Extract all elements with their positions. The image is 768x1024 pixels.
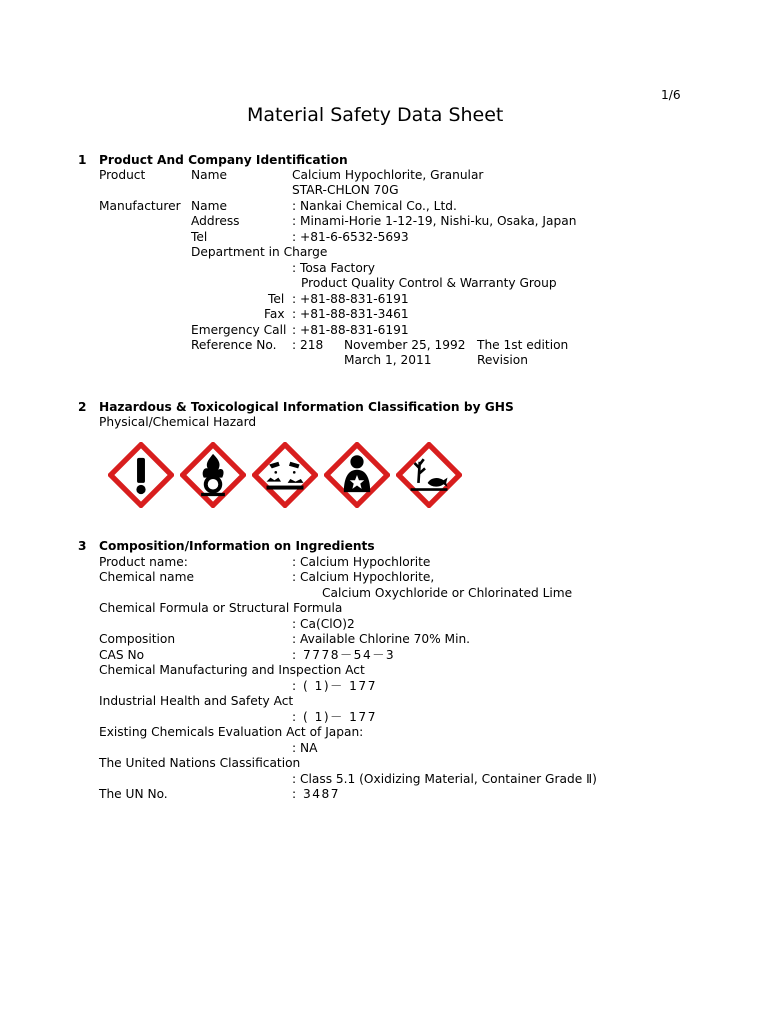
emergency-value: : +81-88-831-6191 — [292, 323, 409, 337]
formula-label: Chemical Formula or Structural Formula — [99, 601, 343, 615]
corrosion-icon — [252, 442, 318, 508]
exclamation-mark-icon — [108, 442, 174, 508]
ecea-label: Existing Chemicals Evaluation Act of Japan: — [99, 725, 364, 739]
address-label: Address — [191, 214, 240, 228]
ghs-pictograms — [108, 442, 478, 508]
ihsa-value: : ( 1)－ 177 — [292, 710, 377, 724]
edition-date-1: November 25, 1992 — [344, 338, 466, 352]
product-label: Product — [99, 168, 146, 182]
reference-label: Reference No. — [191, 338, 277, 352]
tel-label: Tel — [191, 230, 208, 244]
section-2-heading: Hazardous & Toxicological Information Classification by GHS — [99, 400, 514, 414]
section-3-number: 3 — [78, 539, 87, 553]
reference-value: : 218 — [292, 338, 324, 352]
health-hazard-icon — [324, 442, 390, 508]
section-1-number: 1 — [78, 153, 87, 167]
edition-label-1: The 1st edition — [477, 338, 569, 352]
page-number: 1/6 — [661, 88, 681, 102]
cmia-value: : ( 1)－ 177 — [292, 679, 377, 693]
un-classification-value: : Class 5.1 (Oxidizing Material, Container Grade Ⅱ) — [292, 772, 597, 786]
address-value: : Minami-Horie 1-12-19, Nishi-ku, Osaka, Japan — [292, 214, 577, 228]
manufacturer-label: Manufacturer — [99, 199, 181, 213]
department-tel-value: : +81-88-831-6191 — [292, 292, 409, 306]
department-group: Product Quality Control & Warranty Group — [301, 276, 557, 290]
department-factory: : Tosa Factory — [292, 261, 376, 275]
document-title: Material Safety Data Sheet — [247, 104, 504, 126]
cmia-label: Chemical Manufacturing and Inspection Act — [99, 663, 365, 677]
un-classification-label: The United Nations Classification — [99, 756, 301, 770]
section-3-heading: Composition/Information on Ingredients — [99, 539, 375, 553]
edition-date-2: March 1, 2011 — [344, 353, 432, 367]
section-2-number: 2 — [78, 400, 87, 414]
section-1-heading: Product And Company Identification — [99, 153, 348, 167]
product-name-label-s3: Product name: — [99, 555, 188, 569]
chemical-name-value-2: Calcium Oxychloride or Chlorinated Lime — [322, 586, 573, 600]
department-fax-value: : +81-88-831-3461 — [292, 307, 409, 321]
un-number-label: The UN No. — [99, 787, 168, 801]
product-brand-value: STAR-CHLON 70G — [292, 183, 399, 197]
cas-value: : 7778－54－3 — [292, 648, 396, 662]
un-number-value: : 3487 — [292, 787, 340, 801]
environment-icon — [396, 442, 462, 508]
physical-hazard-label: Physical/Chemical Hazard — [99, 415, 257, 429]
chemical-name-label: Chemical name — [99, 570, 194, 584]
manufacturer-name-label: Name — [191, 199, 227, 213]
edition-label-2: Revision — [477, 353, 528, 367]
formula-value: : Ca(ClO)2 — [292, 617, 355, 631]
composition-label: Composition — [99, 632, 176, 646]
flame-over-circle-icon — [180, 442, 246, 508]
chemical-name-value: : Calcium Hypochlorite, — [292, 570, 435, 584]
cas-label: CAS No — [99, 648, 145, 662]
ihsa-label: Industrial Health and Safety Act — [99, 694, 294, 708]
ecea-value: : NA — [292, 741, 318, 755]
product-name-label: Name — [191, 168, 227, 182]
department-tel-label: Tel — [268, 292, 285, 306]
product-name-value: Calcium Hypochlorite, Granular — [292, 168, 484, 182]
tel-value: : +81-6-6532-5693 — [292, 230, 409, 244]
emergency-label: Emergency Call — [191, 323, 287, 337]
product-name-value-s3: : Calcium Hypochlorite — [292, 555, 431, 569]
department-fax-label: Fax — [264, 307, 285, 321]
department-label: Department in Charge — [191, 245, 328, 259]
composition-value: : Available Chlorine 70% Min. — [292, 632, 471, 646]
manufacturer-name-value: : Nankai Chemical Co., Ltd. — [292, 199, 457, 213]
